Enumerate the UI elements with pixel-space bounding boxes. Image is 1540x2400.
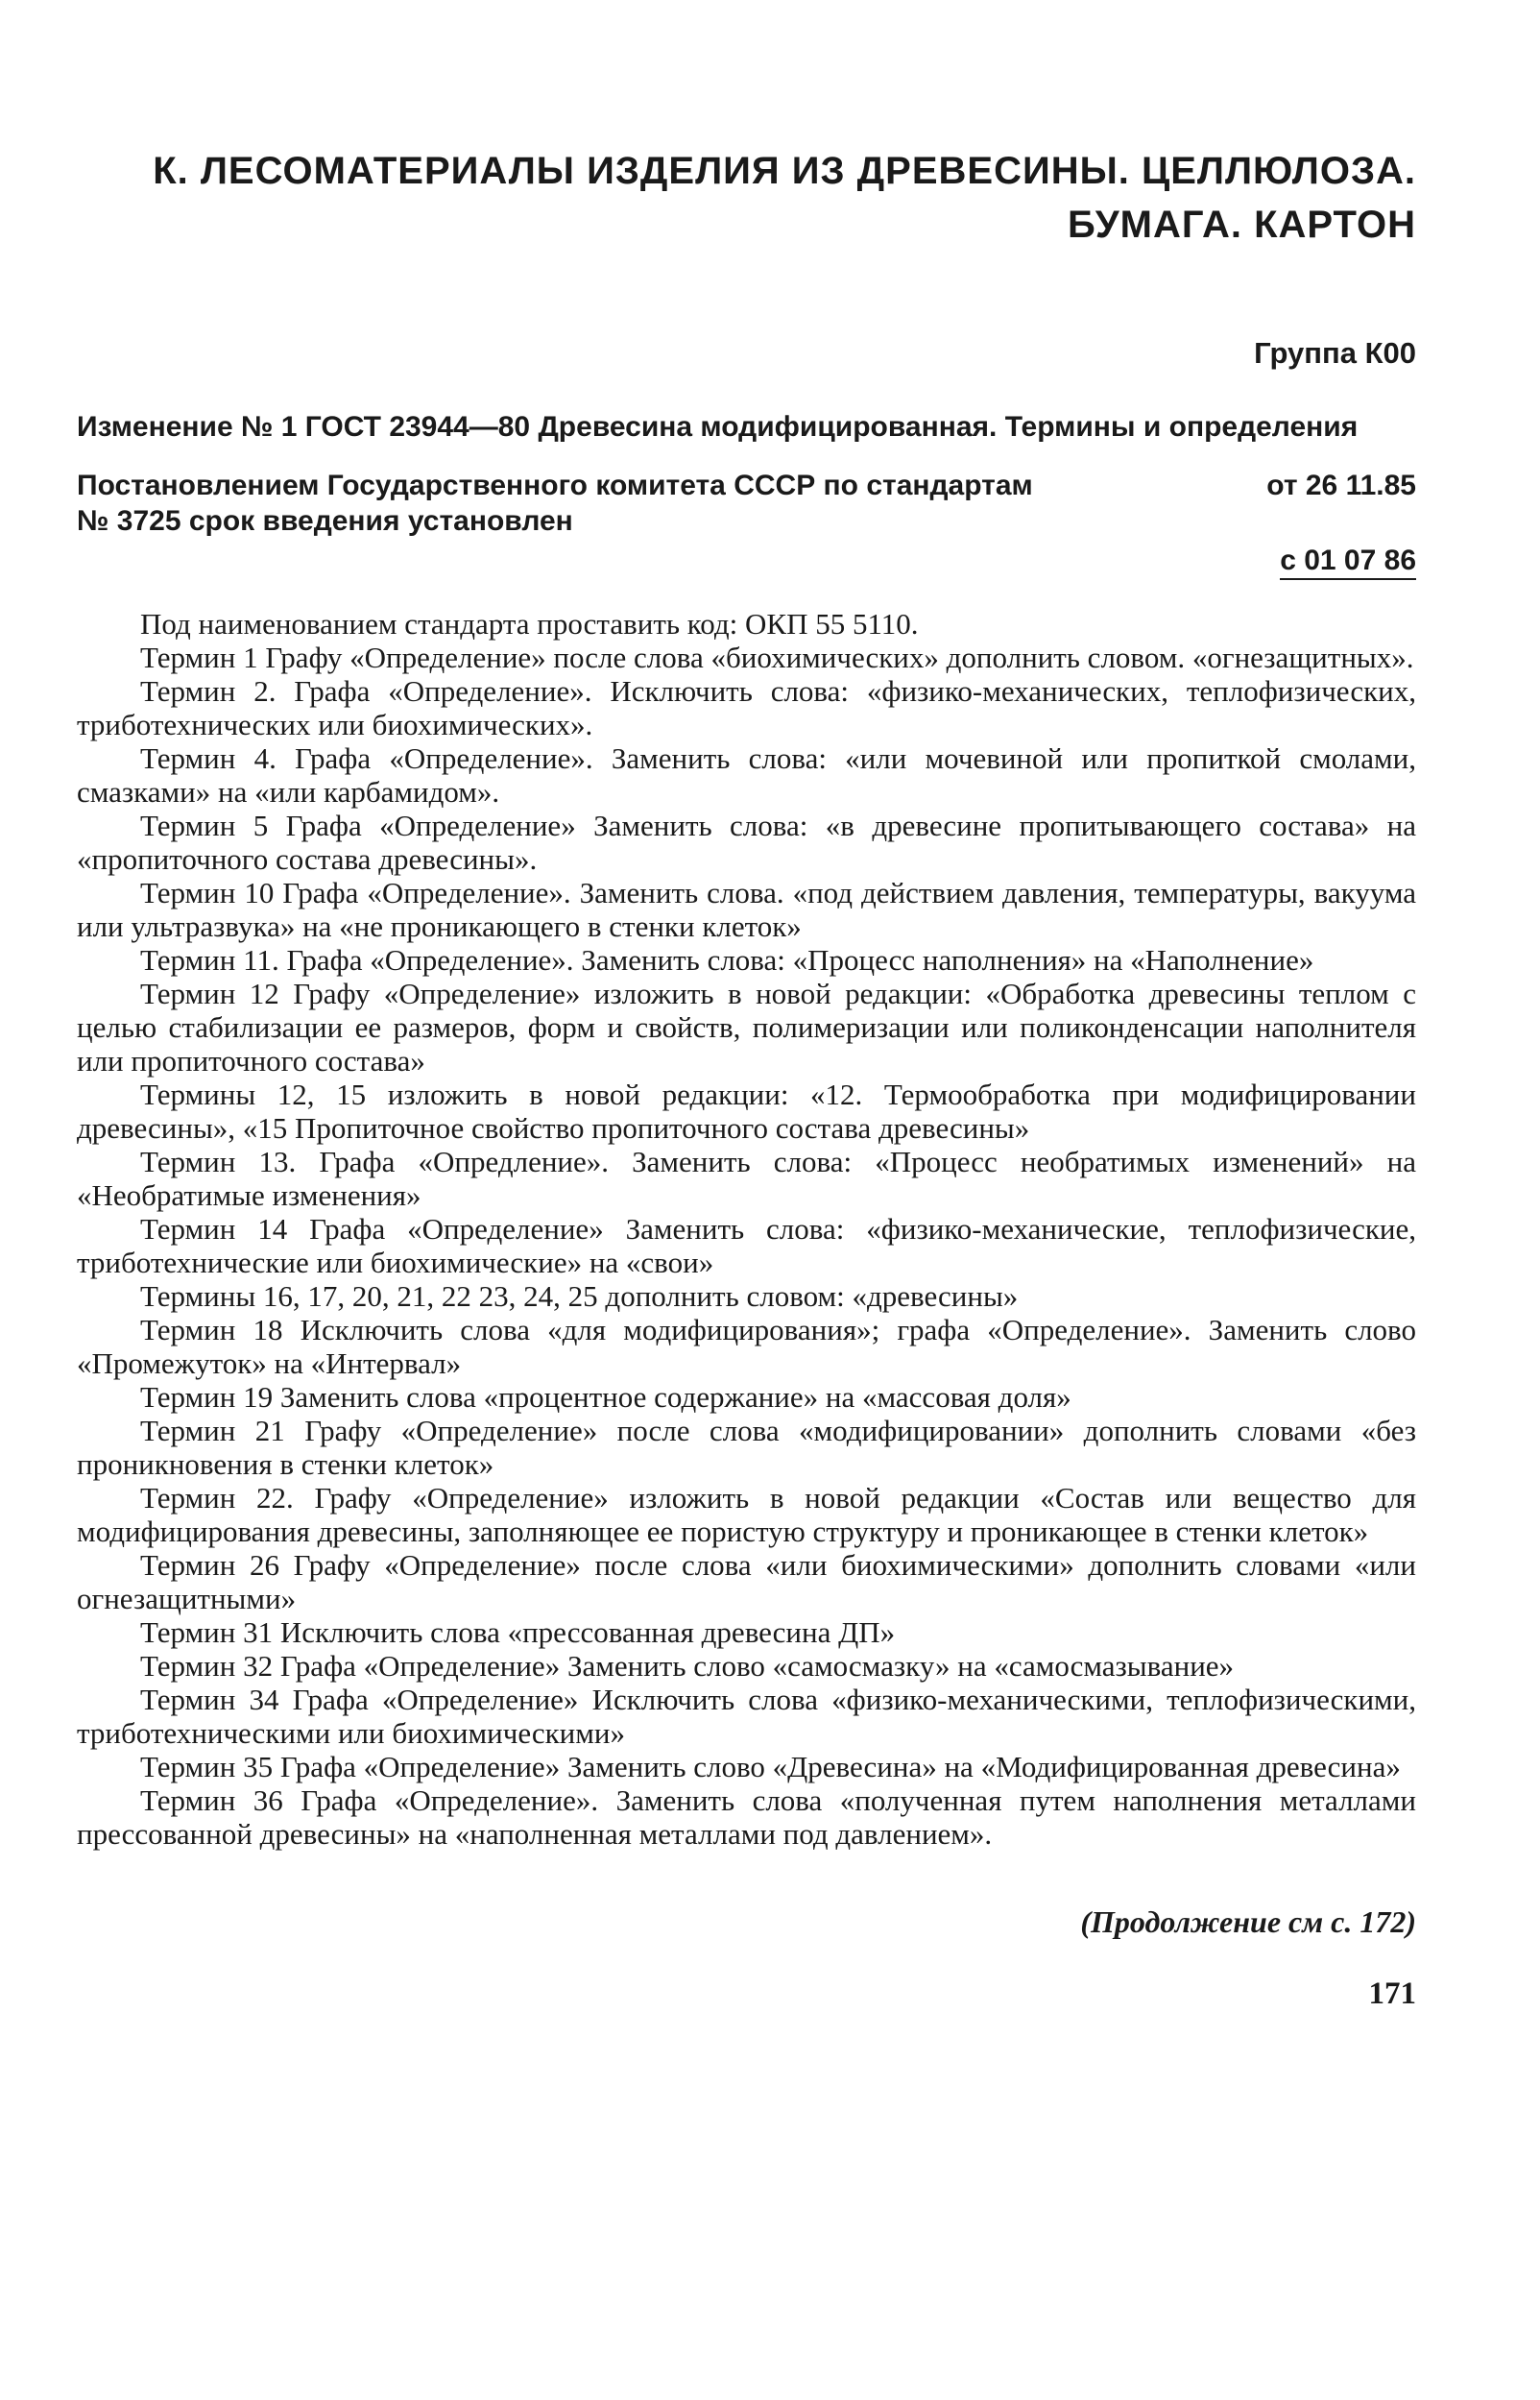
resolution-date: от 26 11.85 [1266, 470, 1416, 501]
paragraph: Термин 32 Графа «Определение» Заменить слово «самосмазку» на «самосмазывание» [140, 1649, 1235, 1683]
group-code: Группа К00 [1254, 336, 1416, 370]
body-text [77, 607, 1416, 1851]
change-title: Изменение № 1 ГОСТ 23944—80 Древесина модифицированная. Термины и определения [77, 411, 1359, 443]
paragraph: Под наименованием стандарта проставить код: ОКП 55 5110. [140, 607, 919, 641]
paragraph: Термин 22. Графу «Определение» изложить в новой редакции «Состав или вещество для модифицирования древесины, заполняющее ее пористую структуру и проникающее в стенки клеток» [77, 1481, 1416, 1548]
continuation-note: (Продолжение см с. 172) [1080, 1904, 1416, 1939]
paragraph: Термин 5 Графа «Определение» Заменить слова: «в древесине пропитывающего состава» на «пропиточного состава древесины». [77, 809, 1416, 876]
paragraph: Термин 18 Исключить слова «для модифицирования»; графа «Определение». Заменить слово «Промежуток» на «Интервал» [77, 1313, 1416, 1380]
paragraph: Термин 2. Графа «Определение». Исключить слова: «физико-механических, теплофизических, триботехнических или биохимических». [77, 674, 1416, 741]
resolution-number: № 3725 срок введения установлен [77, 505, 573, 537]
effective-date: с 01 07 86 [1280, 545, 1416, 580]
document-page [77, 144, 1416, 2012]
paragraph: Термины 16, 17, 20, 21, 22 23, 24, 25 дополнить словом: «древесины» [140, 1279, 1019, 1313]
paragraph: Термин 4. Графа «Определение». Заменить слова: «или мочевиной или пропиткой смолами, смазками» на «или карбамидом». [77, 741, 1416, 809]
paragraph: Термин 21 Графу «Определение» после слова «модифицировании» дополнить словами «без проникновения в стенки клеток» [77, 1414, 1416, 1481]
resolution-text: Постановлением Государственного комитета СССР по стандартам [77, 470, 1033, 501]
section-title-line1: К. ЛЕСОМАТЕРИАЛЫ ИЗДЕЛИЯ ИЗ ДРЕВЕСИНЫ. ЦЕЛЛЮЛОЗА. [153, 150, 1416, 192]
section-title [77, 144, 1416, 252]
paragraph: Термин 11. Графа «Определение». Заменить слова: «Процесс наполнения» на «Наполнение» [140, 943, 1314, 977]
paragraph: Термин 13. Графа «Опредление». Заменить слова: «Процесс необратимых изменений» на «Необратимые изменения» [77, 1145, 1416, 1212]
paragraph: Термин 34 Графа «Определение» Исключить слова «физико-механическими, теплофизическими, триботехническими или биохимическими» [77, 1683, 1416, 1750]
paragraph: Термин 1 Графу «Определение» после слова «биохимических» дополнить словом. «огнезащитных». [140, 641, 1414, 674]
paragraph: Термин 31 Исключить слова «прессованная древесина ДП» [140, 1615, 896, 1649]
paragraph: Термин 14 Графа «Определение» Заменить слова: «физико-механические, теплофизические, триботехнические или биохимические» на «свои» [77, 1212, 1416, 1279]
section-title-line2: БУМАГА. КАРТОН [1067, 204, 1416, 246]
paragraph: Термин 12 Графу «Определение» изложить в новой редакции: «Обработка древесины теплом с целью стабилизации ее размеров, форм и свойств, полимеризации или поликонденсации наполнителя или пропиточного состава» [77, 977, 1416, 1078]
paragraph: Термин 10 Графа «Определение». Заменить слова. «под действием давления, температуры, вакуума или ультразвука» на «не проникающего в стенки клеток» [77, 876, 1416, 943]
paragraph: Термин 36 Графа «Определение». Заменить слова «полученная путем наполнения металлами прессованной древесины» на «наполненная металлами под давлением». [77, 1783, 1416, 1851]
paragraph: Термин 19 Заменить слова «процентное содержание» на «массовая доля» [140, 1380, 1071, 1414]
paragraph: Термин 26 Графу «Определение» после слова «или биохимическими» дополнить словами «или огнезащитными» [77, 1548, 1416, 1615]
page-number: 171 [1368, 1976, 1416, 2011]
resolution-block [77, 468, 1416, 578]
paragraph: Термин 35 Графа «Определение» Заменить слово «Древесина» на «Модифицированная древесина» [140, 1750, 1401, 1783]
paragraph: Термины 12, 15 изложить в новой редакции: «12. Термообработка при модифицировании древесины», «15 Пропиточное свойство пропиточного состава древесины» [77, 1078, 1416, 1145]
